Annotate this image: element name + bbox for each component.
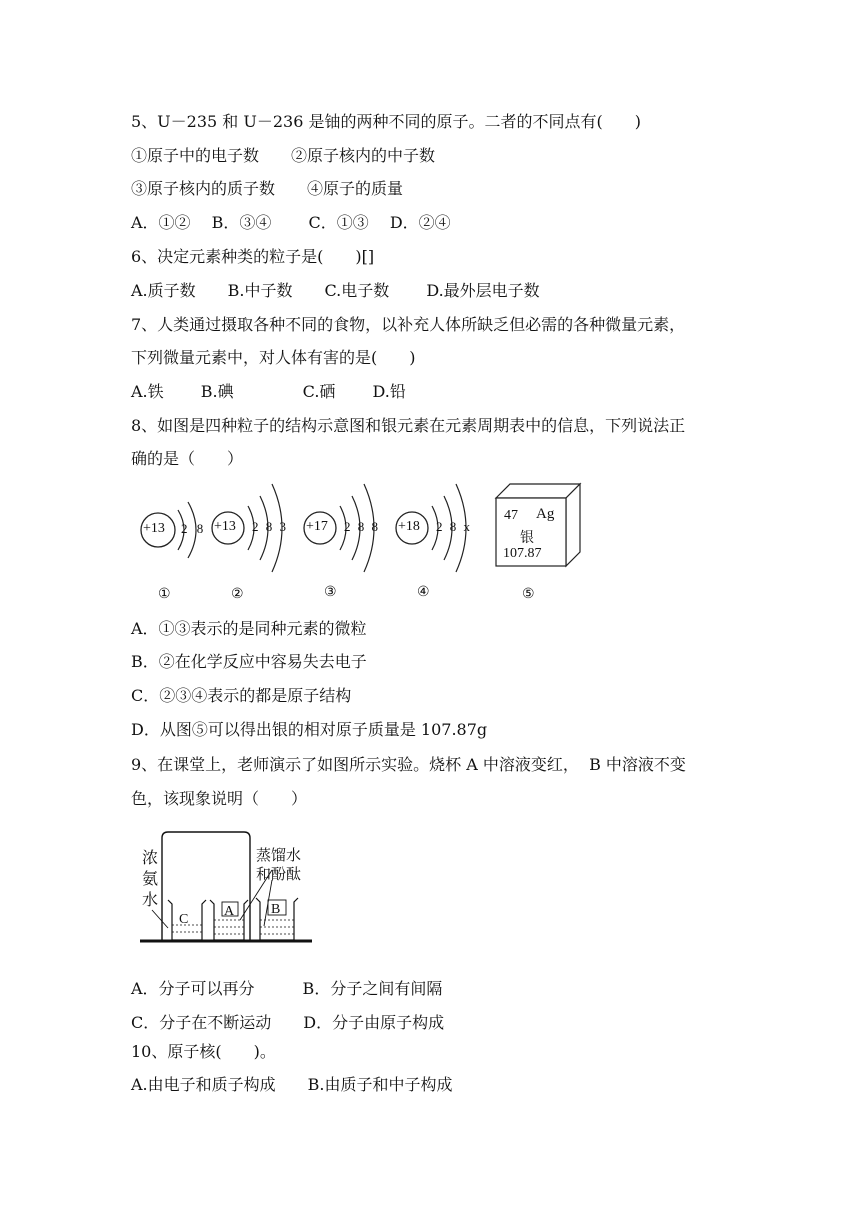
q9-stem-line1: 9、在课堂上，老师演示了如图所示实验。烧杯 A 中溶液变红， B 中溶液不变 [131, 755, 686, 774]
beaker-a-label: A [224, 904, 235, 919]
q6-stem: 6、决定元素种类的粒子是( )[] [131, 247, 375, 266]
element-symbol: Ag [536, 506, 555, 522]
atom-2-nucleus: +13 [214, 519, 236, 534]
atom-3-nucleus: +17 [306, 519, 328, 534]
element-label: ⑤ [522, 586, 535, 602]
apparatus-left-label-3: 水 [142, 890, 159, 909]
atom-4-shells: 2 8 x [436, 519, 472, 534]
q5-options-1: ①原子中的电子数 ②原子核内的中子数 [131, 146, 436, 165]
atom-1-nucleus: +13 [143, 521, 165, 536]
q7-stem-line1: 7、人类通过摄取各种不同的食物，以补充人体所缺乏但必需的各种微量元素， [131, 315, 686, 334]
apparatus-left-label-2: 氨 [142, 869, 159, 888]
q6-choices: A.质子数 B.中子数 C.电子数 D.最外层电子数 [131, 281, 540, 300]
atom-2-label: ② [231, 586, 244, 602]
q8-stem-line1: 8、如图是四种粒子的结构示意图和银元素在元素周期表中的信息，下列说法正 [131, 416, 686, 435]
q5-options-2: ③原子核内的质子数 ④原子的质量 [131, 179, 404, 198]
q8-option-c: C．②③④表示的都是原子结构 [131, 686, 352, 705]
q5-choices: A．①② B．③④ C．①③ D．②④ [131, 213, 451, 232]
element-name: 银 [520, 530, 534, 546]
atom-1-label: ① [158, 586, 171, 602]
q8-option-d: D．从图⑤可以得出银的相对原子质量是 107.87g [131, 720, 488, 739]
atom-3-shells: 2 8 8 [344, 519, 380, 534]
q8-option-a: A．①③表示的是同种元素的微粒 [131, 619, 367, 638]
apparatus-left-label-1: 浓 [142, 848, 159, 867]
q9-stem-line2: 色，该现象说明（ ） [131, 789, 308, 808]
beaker-c-label: C [179, 912, 189, 927]
q8-option-b: B．②在化学反应中容易失去电子 [131, 652, 367, 671]
atom-4-nucleus: +18 [398, 519, 420, 534]
element-number: 47 [504, 508, 518, 523]
atom-4-label: ④ [417, 584, 430, 600]
element-tile-silver [494, 482, 584, 576]
atom-diagram-4 [394, 476, 484, 590]
q10-choices: A.由电子和质子构成 B.由质子和中子构成 [131, 1075, 453, 1094]
experiment-apparatus [138, 828, 318, 948]
atom-diagram-3 [302, 476, 392, 590]
q7-choices: A.铁 B.碘 C.硒 D.铅 [131, 382, 406, 401]
atom-3-label: ③ [324, 584, 337, 600]
apparatus-right-label-2: 和酚酞 [256, 865, 302, 883]
q8-stem-line2: 确的是（ ） [131, 449, 244, 468]
q10-stem: 10、原子核( )。 [131, 1042, 276, 1061]
element-mass: 107.87 [503, 546, 542, 561]
q9-choices-2: C．分子在不断运动 D．分子由原子构成 [131, 1013, 445, 1032]
beaker-b-label: B [271, 902, 281, 917]
atom-2-shells: 2 8 3 [252, 519, 288, 534]
atom-1-shells: 2 8 [181, 521, 207, 536]
q5-stem: 5、U－235 和 U－236 是铀的两种不同的原子。二者的不同点有( ) [131, 112, 641, 131]
atom-diagram-2 [210, 476, 300, 590]
apparatus-right-label-1: 蒸馏水 [256, 846, 302, 864]
q9-choices-1: A．分子可以再分 B．分子之间有间隔 [131, 979, 443, 998]
q7-stem-line2: 下列微量元素中，对人体有害的是( ) [131, 348, 416, 367]
atom-diagram-1 [138, 488, 218, 582]
